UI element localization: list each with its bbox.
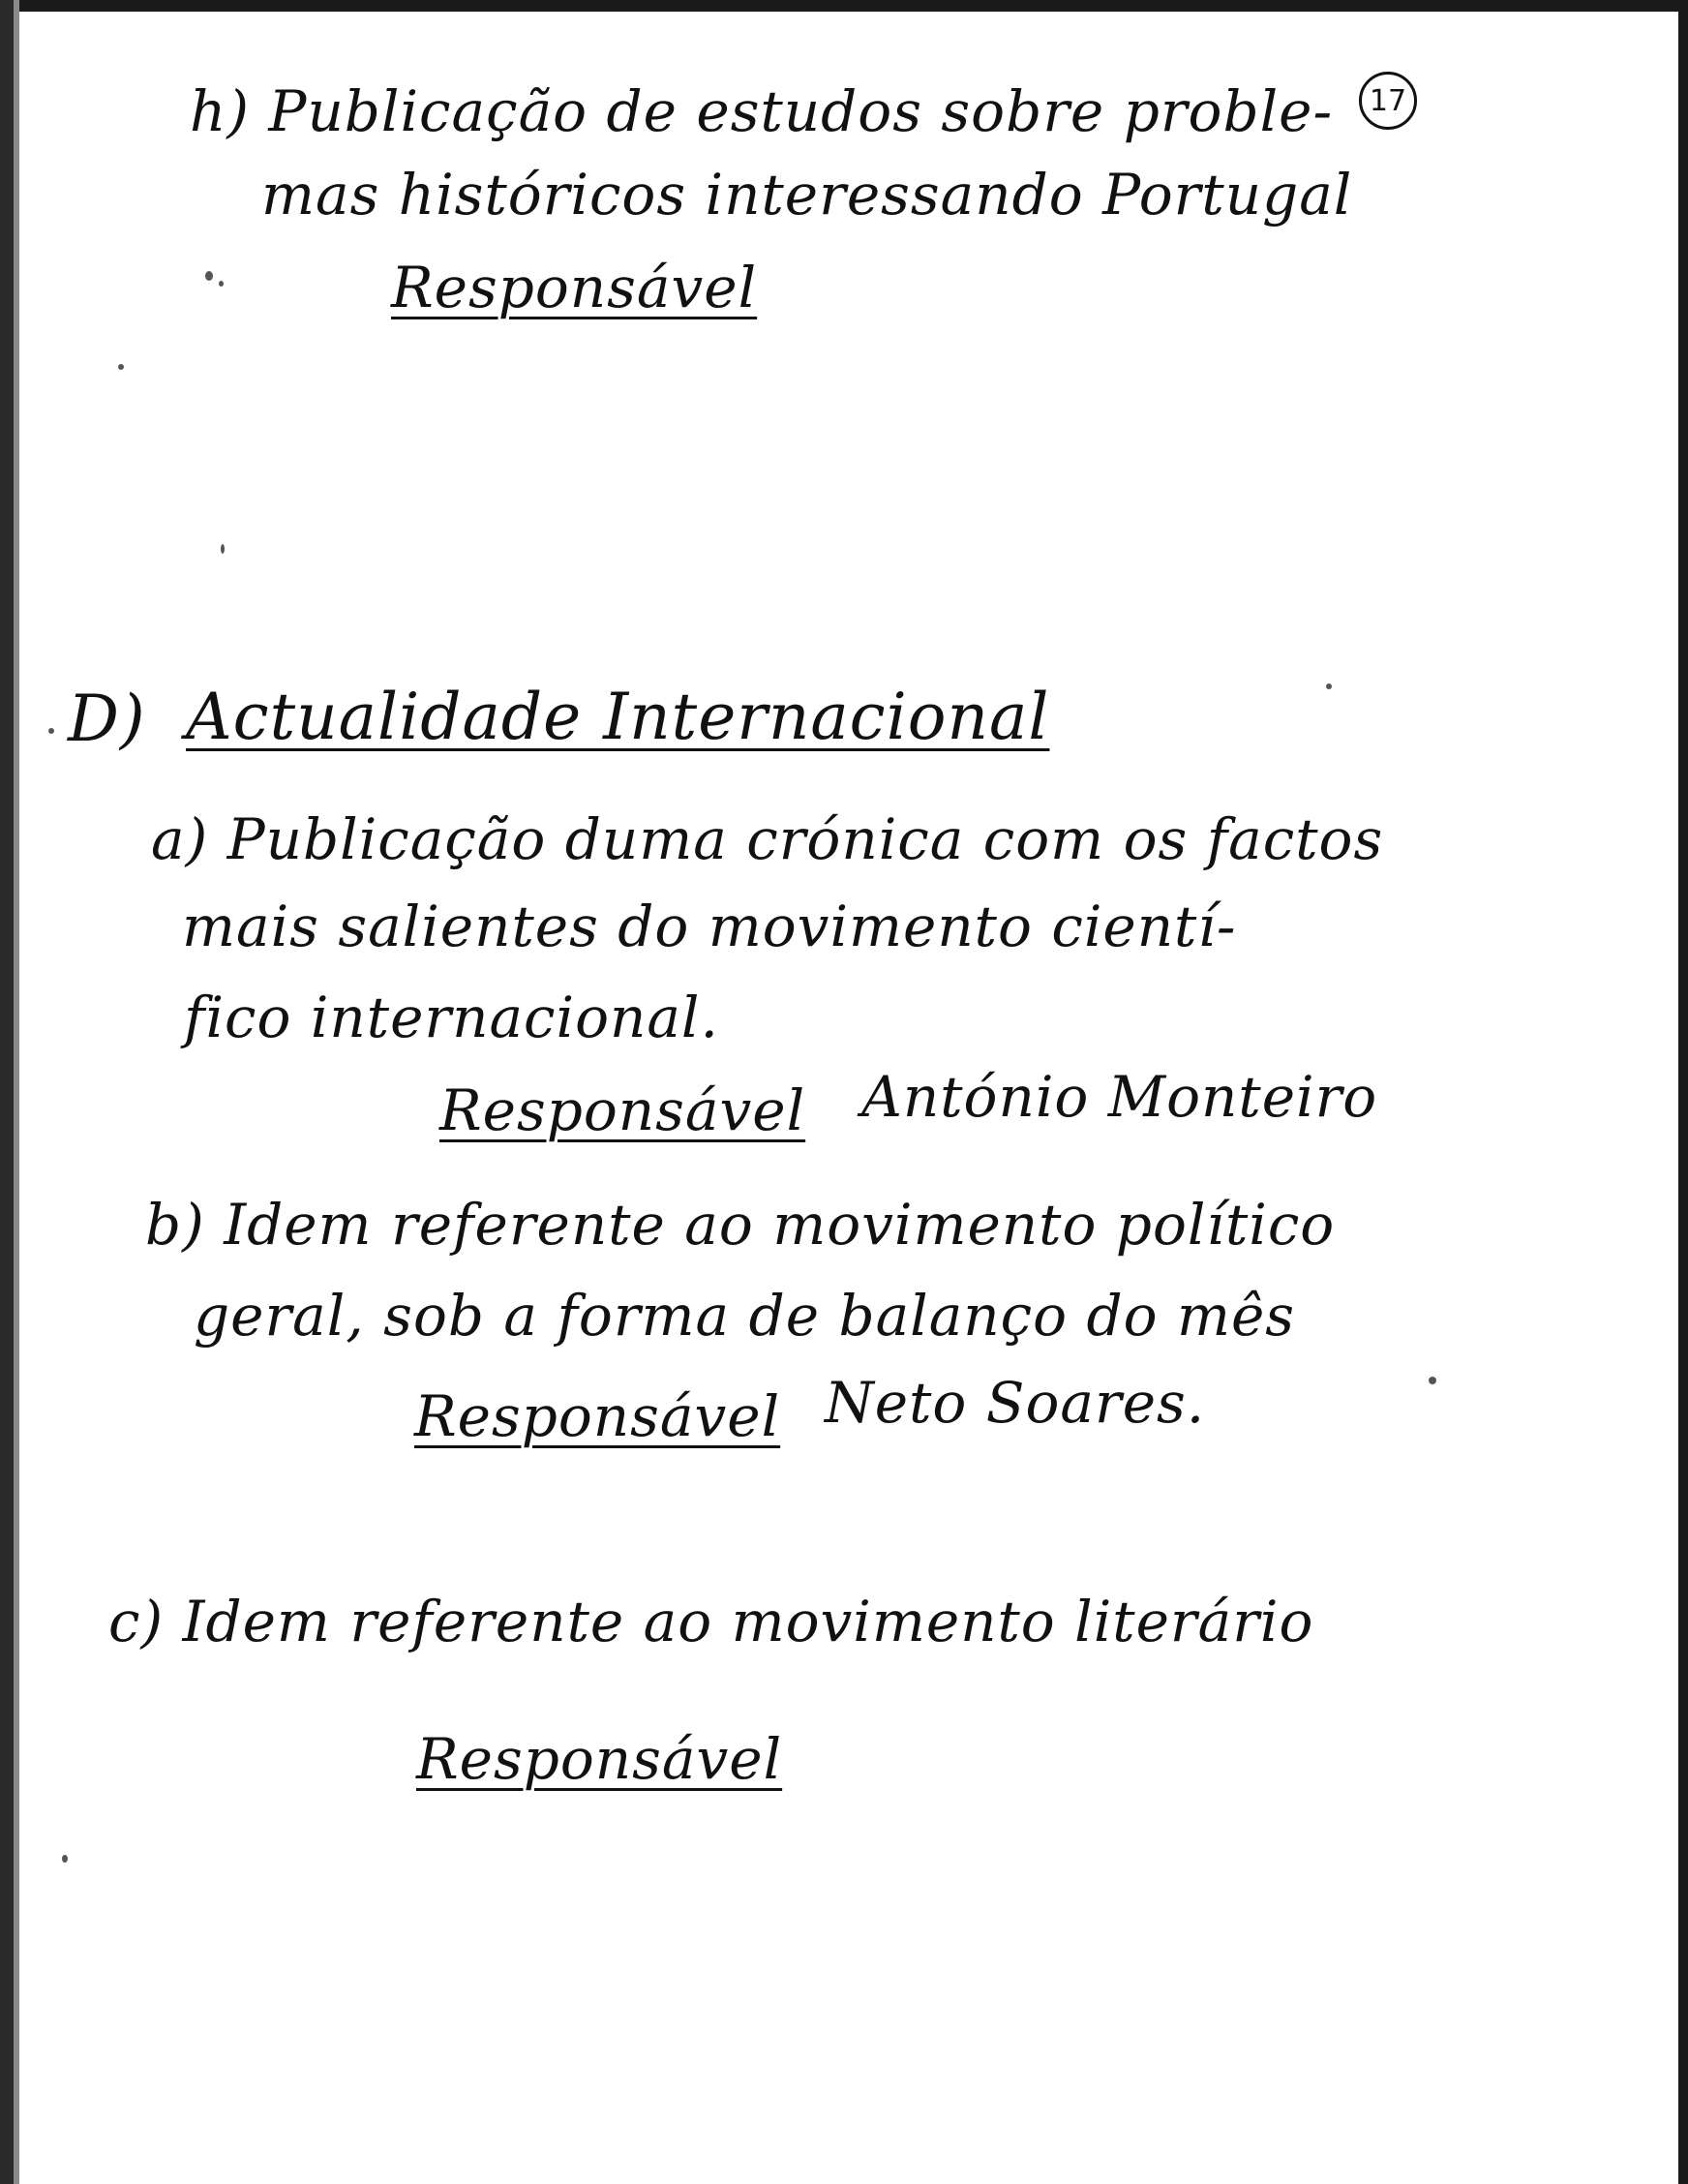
item-b-line-1: b) Idem referente ao movimento político	[145, 1192, 1336, 1258]
page-number-text: 17	[1369, 83, 1407, 118]
item-a-line-1: a) Publicação duma crónica com os factos	[151, 806, 1384, 872]
scan-speck	[219, 281, 224, 287]
scan-top-edge	[0, 0, 1688, 12]
item-c-responsavel: Responsável	[416, 1726, 783, 1792]
scan-speck	[205, 271, 213, 281]
page-number	[1359, 72, 1417, 130]
item-a-name: António Monteiro	[861, 1064, 1378, 1130]
scan-speck	[1429, 1377, 1436, 1384]
item-a-responsavel: Responsável	[439, 1077, 806, 1143]
scan-speck	[221, 544, 225, 554]
scan-speck	[48, 728, 54, 734]
scan-speck	[1326, 683, 1332, 689]
section-h-responsavel: Responsável	[391, 255, 758, 320]
item-b-responsavel: Responsável	[414, 1383, 781, 1449]
item-b-name: Neto Soares.	[825, 1370, 1206, 1436]
item-c-line-1: c) Idem referente ao movimento literário	[108, 1589, 1314, 1654]
section-h-line-1: h) Publicação de estudos sobre proble-	[190, 78, 1334, 144]
scan-speck	[62, 1855, 68, 1863]
section-h-line-2: mas históricos interessando Portugal	[261, 162, 1353, 228]
item-a-line-3: fico internacional.	[184, 985, 719, 1050]
scan-left-edge	[0, 0, 14, 2184]
scan-right-edge	[1678, 0, 1688, 2184]
scan-speck	[118, 364, 124, 370]
section-d-heading: Actualidade Internacional	[186, 680, 1050, 754]
section-d-letter: D)	[68, 682, 146, 756]
item-a-line-2: mais salientes do movimento cientí-	[182, 894, 1237, 959]
item-b-line-2: geral, sob a forma de balanço do mês	[194, 1283, 1296, 1349]
scan-left-shadow	[14, 0, 19, 2184]
